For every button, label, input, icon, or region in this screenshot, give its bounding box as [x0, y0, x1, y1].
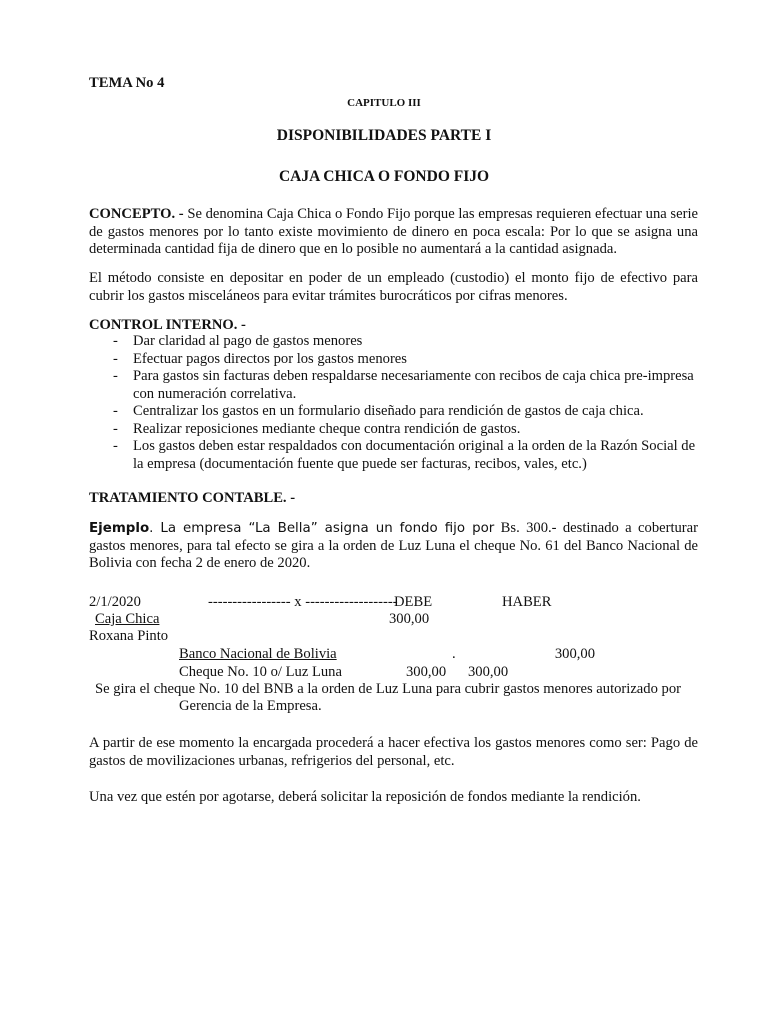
ejemplo-label: Ejemplo [89, 521, 150, 536]
ejemplo-lead: . La empresa “La Bella” asigna un fondo fijo por [149, 521, 495, 536]
list-item: - Para gastos sin facturas deben respaldarse necesariamente con recibos de caja chica pre-impresa con numeración correlativa. [113, 368, 694, 402]
parrafo-final-2: Una vez que estén por agotarse, deberá solicitar la reposición de fondos mediante la rendición. [89, 789, 641, 805]
concepto-text: Se denomina Caja Chica o Fondo Fijo porque las empresas requieren efectuar una serie de gastos menores por lo tanto existe movimiento de dinero en poca escala: Por lo que se asigna una determinada cantidad fija de dinero que en lo posible no aumentará a la cantidad asignada. [89, 206, 698, 257]
capitulo-heading: CAPITULO III [347, 97, 421, 109]
tema-heading: TEMA No 4 [89, 75, 165, 91]
list-item: - Los gastos deben estar respaldados con documentación original a la orden de la Razón Social de la empresa (documentación fuente que puede ser facturas, recibos, vales, etc.) [113, 438, 696, 472]
asiento-monto-debe-1: 300,00 [389, 611, 430, 627]
list-item: - Efectuar pagos directos por los gastos menores [113, 350, 407, 367]
ejemplo-paragraph [89, 520, 698, 573]
list-item: - Dar claridad al pago de gastos menores [113, 333, 363, 349]
ejemplo-text: Bs. 300.- destinado a coberturar gastos menores, para tal efecto se gira a la orden de Luz Luna el cheque No. 61 del Banco Nacional de Bolivia con fecha 2 de enero de 2020. [89, 520, 698, 571]
asiento-cuenta-caja-chica: Caja Chica [95, 611, 160, 627]
control-interno-list [89, 333, 698, 473]
asiento-haber-cell [452, 646, 595, 664]
asiento-header-row [89, 594, 556, 612]
metodo-paragraph: El método consiste en depositar en poder de un empleado (custodio) el monto fijo de efectivo para cubrir los gastos misceláneos para evitar trámites burocráticos por cifras menores. [89, 270, 698, 304]
titulo-heading: DISPONIBILIDADES PARTE I [276, 127, 492, 144]
asiento-cuenta-roxana: Roxana Pinto [89, 628, 169, 644]
asiento-monto-cheque-b: 300,00 [468, 664, 509, 680]
asiento-debe-header: DEBE [394, 594, 433, 610]
list-item: - Centralizar los gastos en un formulario diseñado para rendición de gastos de caja chica. [113, 403, 644, 419]
control-interno-heading: CONTROL INTERNO. - [89, 317, 246, 333]
asiento-monto-haber-3: 300,00 [554, 646, 595, 662]
asiento-punto: . [452, 646, 456, 662]
asiento-monto-cheque-a: 300,00 [406, 664, 447, 680]
parrafo-final-1: A partir de ese momento la encargada procederá a hacer efectiva los gastos menores como ser: Pago de gastos de movilizaciones urbanas, refrigerios del personal, etc. [89, 735, 698, 769]
concepto-paragraph [89, 206, 698, 259]
asiento-glosa-2: Gerencia de la Empresa. [179, 698, 322, 714]
asiento-haber-header: HABER [502, 594, 552, 610]
asiento-separador: ----------------- x ------------------- [208, 594, 398, 610]
asiento-glosa-1: Se gira el cheque No. 10 del BNB a la orden de Luz Luna para cubrir gastos menores autorizado por [95, 681, 681, 697]
tratamiento-heading: TRATAMIENTO CONTABLE. - [89, 490, 296, 506]
subtitulo-heading: CAJA CHICA O FONDO FIJO [278, 168, 490, 185]
list-item: - Realizar reposiciones mediante cheque contra rendición de gastos. [113, 420, 521, 437]
asiento-cuenta-banco: Banco Nacional de Bolivia [179, 646, 337, 662]
asiento-fecha: 2/1/2020 [89, 594, 141, 610]
asiento-cuenta-cheque: Cheque No. 10 o/ Luz Luna [179, 664, 342, 680]
concepto-heading: CONCEPTO. - [89, 206, 184, 222]
